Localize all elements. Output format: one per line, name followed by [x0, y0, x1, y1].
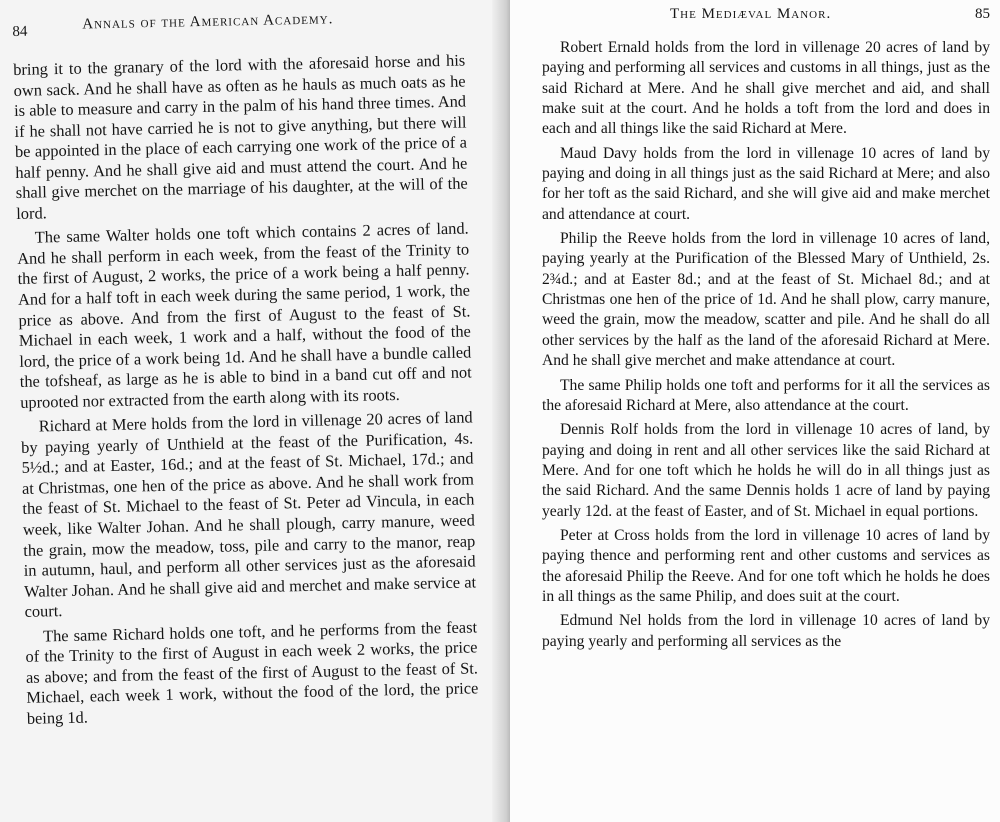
running-title: Annals of the American Academy. — [82, 11, 334, 33]
paragraph: Peter at Cross holds from the lord in villenage 10 acres of land by paying thence and performing rent and other customs and services as the aforesaid Philip the Reeve. And for one toft which he holds he does in all things as the same Philip, and does suit at the court. — [542, 526, 990, 605]
paragraph: Robert Ernald holds from the lord in villenage 20 acres of land by paying and performing all services and customs in all things, just as the said Richard at Mere. And he shall give merchet and aid, and shall make suit at the court. And he holds a toft from the lord and does in each and all things like the said Richard at Mere. — [542, 39, 990, 138]
paragraph: Dennis Rolf holds from the lord in villenage 10 acres of land, by paying and doing in rent and all other services like the said Richard at Mere. And for one toft which he holds he will do in all things just as the said Richard. And the same Dennis holds 1 acre of land by paying yearly 12d. at the feast of Easter, and of St. Michael in equal portions. — [542, 421, 990, 520]
left-page-body — [13, 51, 479, 730]
paragraph: The same Philip holds one toft and performs for it all the services as the aforesaid Richard at Mere, also attendance at the court. — [542, 376, 990, 414]
paragraph: Maud Davy holds from the lord in villenage 10 acres of land by paying and doing in all things just as the said Richard at Mere; and also for her toft as the said Richard, and she will give aid and make merchet and attendance at court. — [542, 144, 990, 223]
right-page-content — [542, 6, 990, 652]
running-title: The Mediæval Manor. — [670, 6, 832, 22]
page-number: 84 — [12, 23, 28, 40]
paragraph: bring it to the granary of the lord with the aforesaid horse and his own sack. And he shall have as often as he hauls as much oats as he is able to measure and carry in the palm of his hand three times. And if he shall not have carried he is not to give anything, but there will be appointed in the place of each carrying one work of the price of a half penny. And he shall give aid and must attend the court. And he shall give merchet on the marriage of his daughter, at the will of the lord. — [13, 50, 468, 223]
right-page-header — [542, 6, 990, 32]
paragraph: Richard at Mere holds from the lord in villenage 20 acres of land by paying yearly of Unthield at the feast of the Purification, 4s. 5½d.; and at Easter, 16d.; and at the feast of St. Michael, 17d.; and at Christmas, one hen of the price as above. And he shall work from the feast of St. Michael to the feast of St. Peter ad Vincula, in each week, like Walter Johan. And he shall plough, carry manure, weed the grain, mow the meadow, toss, pile and carry to the manor, reap in autumn, haul, and perform all other services just as the aforesaid Walter Johan. And he shall give aid and merchet and make service at court. — [20, 407, 477, 622]
paragraph: The same Walter holds one toft which contains 2 acres of land. And he shall perform in each week, from the feast of the Trinity to the first of August, 2 works, the price of a work being a half penny. And for a half toft in each week during the same period, 1 work, the price as above. And from the first of August to the feast of St. Michael in each week, 1 work and a half, without the food of the lord, the price of a work being 1d. And he shall have a bundle called the tofsheaf, as large as he is able to bind in a band cut off and not uprooted nor extracted from the earth along with its roots. — [17, 218, 472, 412]
paragraph: Philip the Reeve holds from the lord in villenage 10 acres of land, paying yearly at the Purification of the Blessed Mary of Unthield, 2s. 2¾d.; and at Easter 8d.; and at the feast of St. Michael 8d.; and at Christmas one hen of the price of 1d. And he shall plow, carry manure, weed the grain, mow the meadow, scatter and pile. And he shall do all other services by the half as the land of the aforesaid Richard at Mere. And he shall give merchet and make attendance at court. — [542, 230, 990, 370]
left-page-content — [12, 1, 479, 730]
paragraph: Edmund Nel holds from the lord in villenage 10 acres of land by paying yearly and performing all services as the — [542, 612, 990, 650]
paragraph: The same Richard holds one toft, and he performs from the feast of the Trinity to the first of August in each week 2 works, the price as above; and from the feast of the first of August to the feast of St. Michael, each week 1 work, without the food of the lord, the price being 1d. — [25, 617, 479, 728]
left-page-header — [12, 1, 464, 40]
right-page — [510, 0, 1000, 822]
right-page-body — [542, 38, 990, 652]
page-number: 85 — [975, 6, 990, 22]
